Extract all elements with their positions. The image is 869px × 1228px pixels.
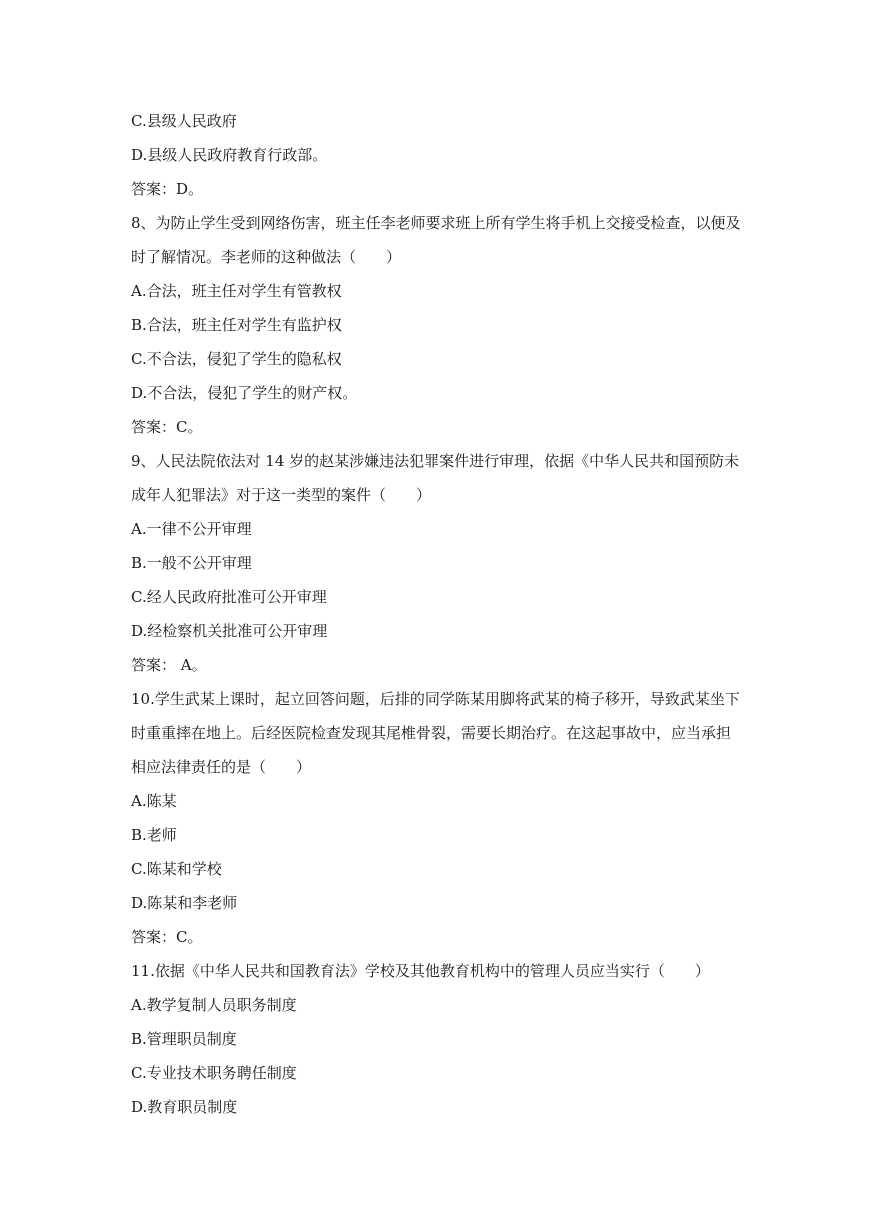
document-body [131,108,741,1128]
option-line: A.一律不公开审理 [131,520,252,538]
option-line: C.县级人民政府 [131,112,237,130]
question-text: 10.学生武某上课时，起立回答问题，后排的同学陈某用脚将武某的椅子移开，导致武某坐下时重重摔在地上。后经医院检查发现其尾椎骨裂，需要长期治疗。在这起事故中，应当承担相应法律责任的是（ ） [131,690,740,776]
option-line: C.不合法，侵犯了学生的隐私权 [131,350,342,368]
answer-line: 答案：D。 [131,180,204,198]
option-line: B.一般不公开审理 [131,554,252,572]
option-line: A.教学复制人员职务制度 [131,996,297,1014]
question-text: 9、人民法院依法对 14 岁的赵某涉嫌违法犯罪案件进行审理，依据《中华人民共和国预防未成年人犯罪法》对于这一类型的案件（ ） [131,452,740,504]
option-line: D.县级人民政府教育行政部。 [131,146,328,164]
option-line: B.老师 [131,826,177,844]
option-line: C.专业技术职务聘任制度 [131,1064,297,1082]
option-line: A.合法，班主任对学生有管教权 [131,282,342,300]
option-line: B.合法，班主任对学生有监护权 [131,316,342,334]
option-line: C.经人民政府批准可公开审理 [131,588,327,606]
answer-line: 答案：C。 [131,928,203,946]
question-text: 8、为防止学生受到网络伤害，班主任李老师要求班上所有学生将手机上交接受检查，以便及时了解情况。李老师的这种做法（ ） [131,214,741,266]
option-line: D.不合法，侵犯了学生的财产权。 [131,384,358,402]
answer-line: 答案： A。 [131,656,207,674]
question-text: 11.依据《中华人民共和国教育法》学校及其他教育机构中的管理人员应当实行（ ） [131,962,710,980]
option-line: B.管理职员制度 [131,1030,237,1048]
option-line: A.陈某 [131,792,177,810]
option-line: C.陈某和学校 [131,860,222,878]
answer-line: 答案：C。 [131,418,203,436]
option-line: D.教育职员制度 [131,1098,238,1116]
option-line: D.陈某和李老师 [131,894,238,912]
option-line: D.经检察机关批准可公开审理 [131,622,328,640]
